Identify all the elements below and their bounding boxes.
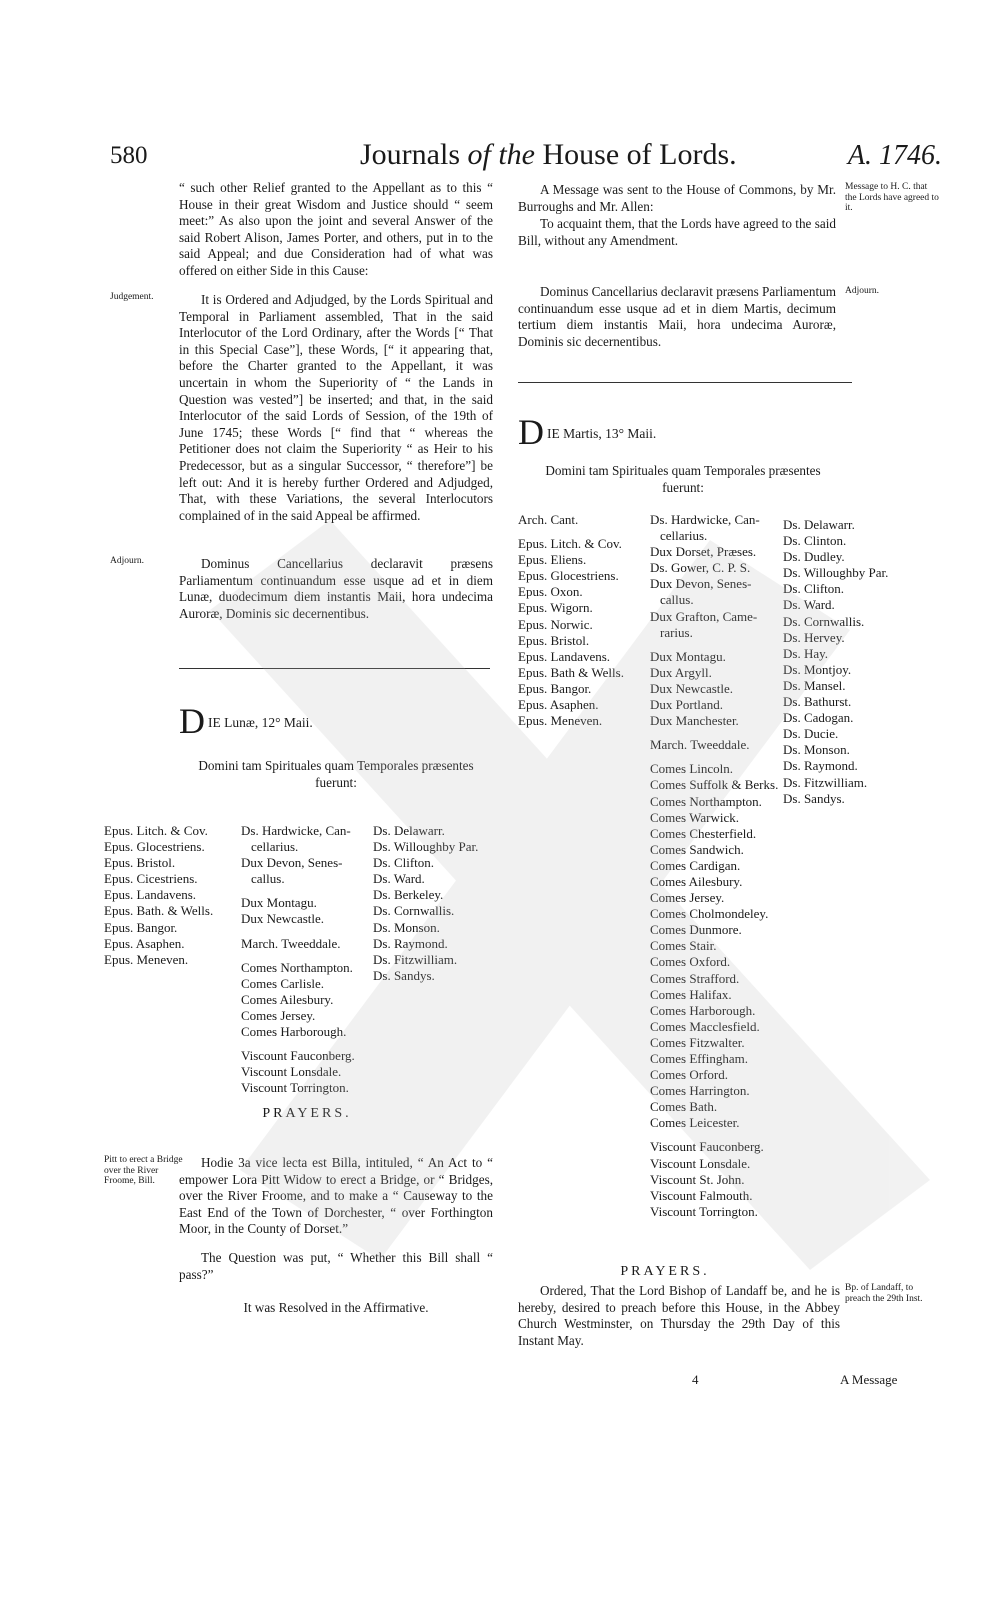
right-col1-entry-6: Epus. Wigorn.	[518, 600, 593, 616]
right-col3-entry-17: Ds. Sandys.	[783, 790, 845, 806]
signature-mark: 4	[692, 1372, 699, 1387]
right-col2-entry-9: Dux Montagu.	[650, 648, 726, 664]
margin-adjourn-right: Adjourn.	[845, 286, 880, 296]
right-col3-entry-10: Ds. Mansel.	[783, 677, 846, 693]
left-col1-entry-8: Epus. Meneven.	[104, 951, 189, 967]
bill-text: Hodie 3a vice lecta est Billa, intituled, “ An Act to “ empower Lora Pitt Widow to erect a Bridge, or “ Bridges, over the River Froome, and to make a “ Causeway to the East End of the Town of Dorchester, “ over Forthington Moor, in the County of Dorset.”	[179, 1155, 493, 1237]
question-text: The Question was put, “ Whether this Bill shall “ pass?”	[179, 1250, 493, 1282]
right-attendance-col2	[650, 512, 778, 1220]
left-col2-entry-18: Viscount Torrington.	[241, 1080, 349, 1096]
left-col3-entry-1: Ds. Willoughby Par.	[373, 839, 479, 855]
right-col2-entry-8	[650, 641, 778, 649]
resolved-text: It was Resolved in the Affirmative.	[243, 1300, 429, 1315]
right-col2-entry-3: Ds. Gower, C. P. S.	[650, 560, 751, 576]
right-col1-entry-4: Epus. Glocestriens.	[518, 568, 619, 584]
left-col3-entry-3: Ds. Ward.	[373, 871, 425, 887]
right-col2-entry-16	[650, 753, 778, 761]
ordered-text: Ordered, That the Lord Bishop of Landaff be, and he is hereby, desired to preach before this House, in the Abbey Church Westminster, on Thursday the 29th Day of this Instant May.	[518, 1283, 840, 1348]
prayers-left: PRAYERS.	[262, 1106, 352, 1121]
right-col2-entry-44: Viscount Falmouth.	[650, 1187, 753, 1203]
right-col2-entry-19: Comes Northampton.	[650, 793, 762, 809]
right-col2-entry-2: Dux Dorset, Præses.	[650, 544, 757, 560]
right-col3-entry-3: Ds. Willoughby Par.	[783, 565, 889, 581]
margin-message: Message to H. C. that the Lords have agreed to it.	[845, 182, 939, 213]
left-col2-entry-3: callus.	[251, 871, 285, 887]
adjourn-left	[179, 556, 493, 622]
right-attendance-col1	[518, 512, 624, 729]
right-col2-entry-25: Comes Jersey.	[650, 890, 725, 906]
right-col2-entry-4: Dux Devon, Senes-	[650, 576, 752, 592]
right-col3-entry-0: Ds. Delawarr.	[783, 517, 855, 532]
right-col2-entry-22: Comes Sandwich.	[650, 841, 744, 857]
ordered-paragraph	[518, 1283, 840, 1349]
left-col1-entry-5: Epus. Bath. & Wells.	[104, 903, 214, 919]
left-col2-entry-13: Comes Jersey.	[241, 1007, 316, 1023]
left-col1-entry-0: Epus. Litch. & Cov.	[104, 823, 208, 838]
left-col3-entry-9: Ds. Sandys.	[373, 967, 435, 983]
left-col2-entry-8: March. Tweeddale.	[241, 935, 341, 951]
right-col1-entry-8: Epus. Bristol.	[518, 632, 590, 648]
right-col2-entry-6: Dux Grafton, Came-	[650, 608, 758, 624]
present-heading-right-2: fuerunt:	[662, 479, 704, 495]
right-col2-entry-39: Comes Leicester.	[650, 1115, 740, 1131]
catchword: A Message	[840, 1372, 898, 1387]
right-col3-entry-13: Ds. Ducie.	[783, 726, 839, 742]
right-col2-entry-7: rarius.	[660, 624, 693, 640]
present-heading-right-1: Domini tam Spirituales quam Temporales præsentes	[545, 463, 821, 478]
title-left: Journals	[360, 138, 460, 171]
present-heading-left-1: Domini tam Spirituales quam Temporales præsentes	[198, 758, 474, 773]
right-col2-entry-12: Dux Portland.	[650, 697, 723, 713]
right-col2-entry-24: Comes Ailesbury.	[650, 873, 743, 889]
right-col2-entry-20: Comes Warwick.	[650, 809, 739, 825]
left-col3-entry-6: Ds. Monson.	[373, 919, 440, 935]
right-col1-entry-1	[518, 528, 624, 536]
present-heading-left-2: fuerunt:	[315, 774, 357, 790]
right-col3-entry-15: Ds. Raymond.	[783, 758, 858, 774]
present-heading-right	[518, 463, 848, 496]
right-col2-entry-42: Viscount Lonsdale.	[650, 1155, 751, 1171]
adjourn-right-text: Dominus Cancellarius declaravit præsens Parliamentum continuandum esse usque ad et in diem Martis, decimum tertium diem instantis Maii, hora undecima Auroræ, Dominis sic decernentibus.	[518, 284, 836, 349]
right-col1-entry-10: Epus. Bath & Wells.	[518, 664, 624, 680]
right-col1-entry-11: Epus. Bangor.	[518, 680, 592, 696]
left-col1-entry-7: Epus. Asaphen.	[104, 935, 185, 951]
right-col1-entry-3: Epus. Eliens.	[518, 552, 587, 568]
right-col2-entry-37: Comes Harrington.	[650, 1083, 750, 1099]
left-col1-entry-4: Epus. Landavens.	[104, 887, 197, 903]
left-col2-entry-15	[241, 1040, 355, 1048]
left-col2-entry-6: Dux Newcastle.	[241, 911, 325, 927]
left-col3-entry-5: Ds. Cornwallis.	[373, 903, 455, 919]
right-col3-entry-11: Ds. Bathurst.	[783, 694, 852, 710]
right-col2-entry-28: Comes Stair.	[650, 938, 717, 954]
left-col3-entry-0: Ds. Delawarr.	[373, 823, 445, 838]
adjourn-left-text: Dominus Cancellarius declaravit præsens Parliamentum continuandum esse usque ad et in diem Lunæ, duodecimum diem instantis Maii, hora undecima Auroræ, Dominis sic decernentibus.	[179, 556, 493, 621]
right-col3-entry-6: Ds. Cornwallis.	[783, 613, 865, 629]
right-col2-entry-30: Comes Strafford.	[650, 970, 740, 986]
right-col2-entry-34: Comes Fitzwalter.	[650, 1034, 745, 1050]
left-col2-entry-1: cellarius.	[251, 839, 299, 855]
right-col2-entry-43: Viscount St. John.	[650, 1171, 745, 1187]
year: A. 1746.	[847, 140, 942, 171]
left-col1-entry-3: Epus. Cicestriens.	[104, 871, 198, 887]
right-col2-entry-29: Comes Oxford.	[650, 954, 731, 970]
right-col2-entry-17: Comes Lincoln.	[650, 761, 734, 777]
right-col3-entry-14: Ds. Monson.	[783, 742, 850, 758]
right-col2-entry-27: Comes Dunmore.	[650, 922, 742, 938]
left-col2-entry-16: Viscount Fauconberg.	[241, 1048, 355, 1064]
right-col3-entry-9: Ds. Montjoy.	[783, 661, 852, 677]
right-col2-entry-1: cellarius.	[660, 528, 708, 544]
page-number: 580	[110, 142, 148, 169]
right-col2-entry-35: Comes Effingham.	[650, 1051, 748, 1066]
margin-adjourn-left: Adjourn.	[110, 556, 145, 566]
right-col2-entry-15: March. Tweeddale.	[650, 737, 750, 753]
left-col2-entry-5: Dux Montagu.	[241, 895, 317, 911]
right-col3-entry-1: Ds. Clinton.	[783, 533, 847, 549]
left-col2-entry-9	[241, 952, 355, 960]
right-col2-entry-13: Dux Manchester.	[650, 713, 739, 729]
right-col1-entry-13: Epus. Meneven.	[518, 713, 603, 729]
right-col2-entry-0: Ds. Hardwicke, Can-	[650, 512, 760, 527]
right-col3-entry-4: Ds. Clifton.	[783, 581, 845, 597]
left-col2-entry-0: Ds. Hardwicke, Can-	[241, 823, 351, 838]
left-col2-entry-7	[241, 928, 355, 936]
right-col3-entry-8: Ds. Hay.	[783, 645, 829, 661]
right-col1-entry-0: Arch. Cant.	[518, 512, 579, 527]
left-col2-entry-4	[241, 887, 355, 895]
right-col2-entry-10: Dux Argyll.	[650, 664, 712, 680]
date-initial-right: D	[518, 412, 544, 452]
date-initial-left: D	[179, 701, 205, 741]
acquaint-paragraph	[518, 216, 836, 249]
right-col2-entry-14	[650, 729, 778, 737]
right-col2-entry-41: Viscount Fauconberg.	[650, 1139, 764, 1155]
margin-ordered: Bp. of Landaff, to preach the 29th Inst.	[845, 1283, 923, 1304]
left-col3-entry-2: Ds. Clifton.	[373, 855, 435, 871]
right-col2-entry-23: Comes Cardigan.	[650, 857, 741, 873]
prayers-right: PRAYERS.	[620, 1264, 710, 1279]
left-attendance-col1	[104, 823, 213, 968]
title-of: of the	[467, 138, 535, 171]
title-right: House of Lords.	[542, 138, 737, 171]
left-attendance-col2	[241, 823, 355, 1096]
acquaint-text: To acquaint them, that the Lords have agreed to the said Bill, without any Amendment.	[518, 216, 836, 248]
left-col2-entry-2: Dux Devon, Senes-	[241, 855, 343, 871]
left-col1-entry-6: Epus. Bangor.	[104, 919, 178, 935]
question-paragraph	[179, 1250, 493, 1283]
right-col2-entry-32: Comes Harborough.	[650, 1002, 756, 1018]
judgement-text: It is Ordered and Adjudged, by the Lords Spiritual and Temporal in Parliament assembled, That in the said Interlocutor of the Lord Ordinary, after the Words [“ That in this Special Case”], these Words, [“ it appearing that, before the Charter granted to the Appellant, it was uncertain in whom the Superiority of “ the Lands in Question was vested”] be inserted; and that, in the said Interlocutor of the said Lords of Session, of the 19th of June 1745; these Words [“ find that “ whereas the Petitioner does not claim the Superiority “ as Heir to his Predecessor, but as a singular Successor, “ therefore”] be left out: And it is hereby further Ordered and Adjudged, That, with these Variations, the several Interlocutors complained of in the said Appeal be affirmed.	[179, 292, 493, 523]
left-col3-entry-4: Ds. Berkeley.	[373, 887, 444, 903]
right-col2-entry-5: callus.	[660, 592, 694, 608]
divider-left	[179, 668, 490, 669]
date-heading-right	[518, 412, 848, 452]
right-col3-entry-2: Ds. Dudley.	[783, 549, 845, 565]
divider-right	[518, 382, 852, 383]
running-header	[110, 138, 942, 178]
right-col2-entry-33: Comes Macclesfield.	[650, 1018, 760, 1034]
left-col2-entry-11: Comes Carlisle.	[241, 975, 325, 991]
right-col1-entry-12: Epus. Asaphen.	[518, 697, 599, 713]
right-col1-entry-9: Epus. Landavens.	[518, 648, 611, 664]
right-col2-entry-31: Comes Halifax.	[650, 986, 732, 1002]
right-attendance-col3	[783, 517, 888, 807]
margin-bill: Pitt to erect a Bridge over the River Froome, Bill.	[104, 1155, 183, 1186]
right-col2-entry-45: Viscount Torrington.	[650, 1203, 758, 1219]
left-col1-entry-1: Epus. Glocestriens.	[104, 839, 205, 855]
left-col2-entry-10: Comes Northampton.	[241, 959, 353, 975]
right-col1-entry-7: Epus. Norwic.	[518, 616, 593, 632]
right-col2-entry-36: Comes Orford.	[650, 1067, 728, 1083]
judgement-paragraph	[179, 292, 493, 524]
margin-judgement: Judgement.	[110, 292, 154, 302]
right-col1-entry-5: Epus. Oxon.	[518, 584, 583, 600]
right-col3-entry-12: Ds. Cadogan.	[783, 710, 854, 726]
right-col2-entry-26: Comes Cholmondeley.	[650, 906, 769, 922]
left-intro: “ such other Relief granted to the Appellant as to this “ House in their great Wisdom and Justice should “ seem meet:” As also upon the joint and several Answer of the said Robert Alison, James Porter, and others, put in to the said Appeal; and due Consideration had of what was offered on either Side in this Cause:	[179, 180, 493, 278]
left-col2-entry-14: Comes Harborough.	[241, 1024, 347, 1040]
bill-paragraph	[179, 1155, 493, 1238]
date-rest-right: IE Martis, 13° Maii.	[547, 426, 657, 441]
right-col2-entry-21: Comes Chesterfield.	[650, 825, 757, 841]
right-col1-entry-2: Epus. Litch. & Cov.	[518, 536, 622, 552]
right-col2-entry-38: Comes Bath.	[650, 1099, 718, 1115]
message-paragraph	[518, 182, 836, 215]
left-col1-entry-2: Epus. Bristol.	[104, 855, 176, 871]
right-col2-entry-18: Comes Suffolk & Berks.	[650, 777, 779, 793]
message-text: A Message was sent to the House of Commons, by Mr. Burroughs and Mr. Allen:	[518, 182, 836, 214]
running-title	[360, 138, 737, 172]
right-col3-entry-5: Ds. Ward.	[783, 597, 835, 613]
present-heading-left	[179, 758, 493, 791]
left-attendance-col3	[373, 823, 478, 984]
date-heading-left	[179, 701, 493, 741]
left-col3-entry-8: Ds. Fitzwilliam.	[373, 951, 458, 967]
left-col2-entry-12: Comes Ailesbury.	[241, 991, 334, 1007]
adjourn-right	[518, 284, 836, 350]
left-col2-entry-17: Viscount Lonsdale.	[241, 1064, 342, 1080]
date-rest-left: IE Lunæ, 12° Maii.	[208, 715, 313, 730]
right-col3-entry-16: Ds. Fitzwilliam.	[783, 774, 868, 790]
right-col2-entry-40	[650, 1131, 778, 1139]
right-col3-entry-7: Ds. Hervey.	[783, 629, 845, 645]
right-col2-entry-11: Dux Newcastle.	[650, 680, 734, 696]
left-col3-entry-7: Ds. Raymond.	[373, 935, 448, 951]
